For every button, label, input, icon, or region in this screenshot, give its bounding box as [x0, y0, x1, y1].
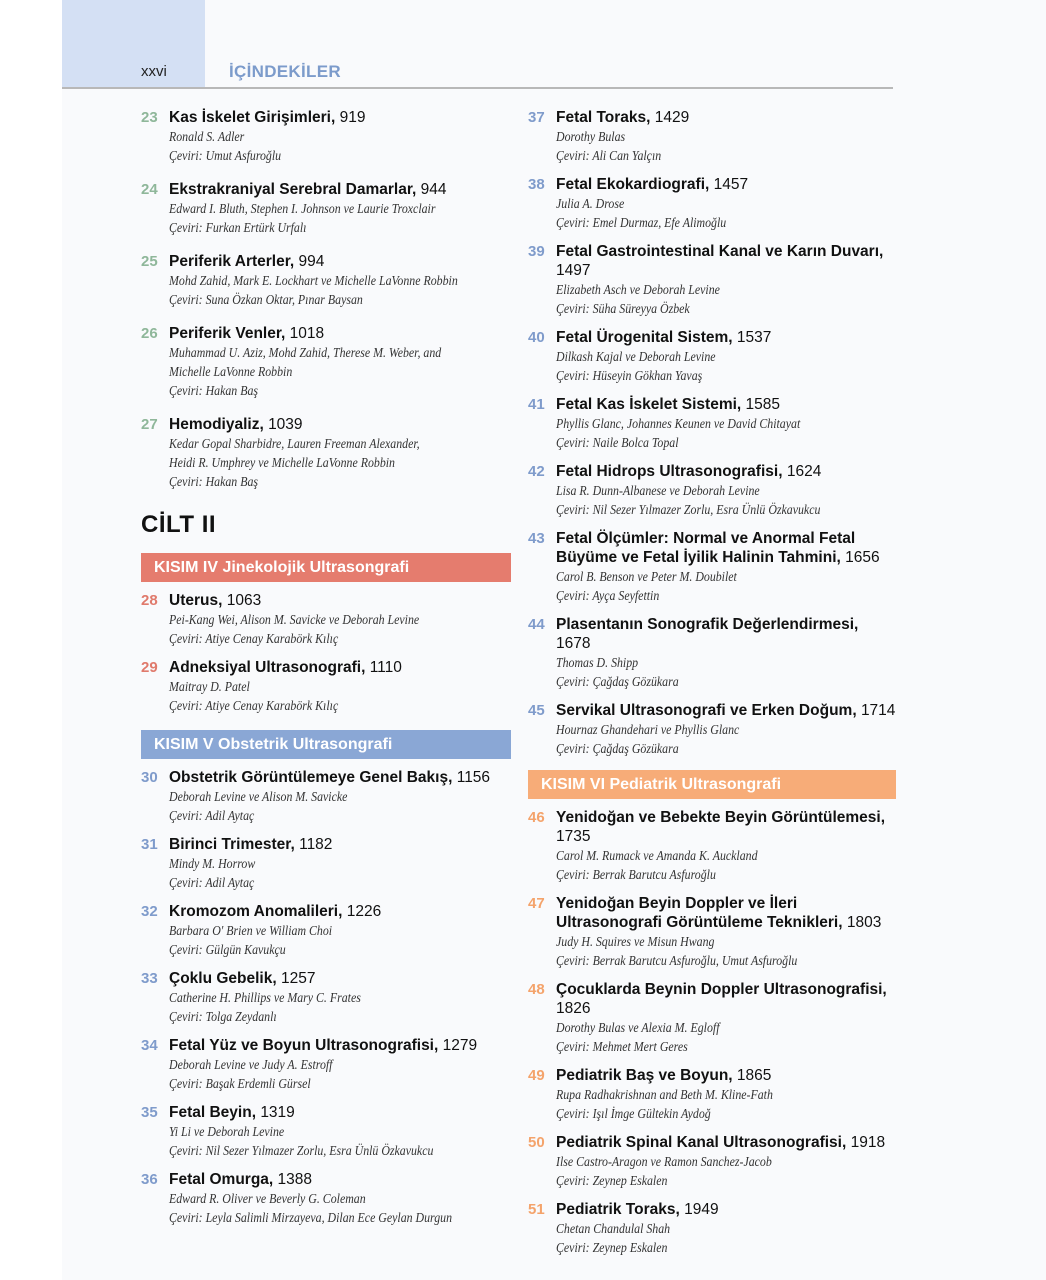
chapter-number: 26: [141, 325, 158, 342]
chapter-title: Kas İskelet Girişimleri,: [169, 109, 336, 126]
chapter-authors: Heidi R. Umphrey ve Michelle LaVonne Robbin: [169, 455, 395, 470]
chapter-page: 1714: [860, 702, 896, 719]
chapter-title: Pediatrik Baş ve Boyun,: [556, 1067, 733, 1084]
toc-entry: [528, 462, 896, 519]
chapter-title-line: [169, 252, 511, 271]
chapter-number: 41: [528, 396, 545, 413]
chapter-title-line: [556, 395, 896, 414]
chapter-number: 38: [528, 176, 545, 193]
chapter-page: 1678: [556, 635, 591, 652]
chapter-number: 45: [528, 702, 545, 719]
chapter-translator: Çeviri: Ali Can Yalçın: [556, 148, 662, 163]
chapter-number: 40: [528, 329, 545, 346]
toc-entry: [141, 902, 511, 959]
chapter-title: Fetal Toraks,: [556, 109, 651, 126]
chapter-translator: Çeviri: Hakan Baş: [169, 474, 259, 489]
chapter-page: 1279: [442, 1037, 478, 1054]
chapter-translator: Çeviri: Atiye Cenay Karabörk Kılıç: [169, 631, 339, 646]
chapter-number: 43: [528, 530, 545, 547]
chapter-title: Fetal Ürogenital Sistem,: [556, 329, 733, 346]
chapter-body: [556, 615, 896, 691]
chapter-translator: Çeviri: Adil Aytaç: [169, 875, 255, 890]
toc-entry: [528, 1200, 896, 1257]
chapter-body: [556, 980, 896, 1056]
chapter-authors: Deborah Levine ve Alison M. Savicke: [169, 789, 348, 804]
chapter-title: Pediatrik Toraks,: [556, 1201, 680, 1218]
chapter-page: 1257: [280, 970, 316, 987]
chapter-translator: Çeviri: Berrak Barutcu Asfuroğlu, Umut Asfuroğlu: [556, 953, 798, 968]
toc-entry: [528, 615, 896, 691]
chapter-number: 46: [528, 809, 545, 826]
toc-entry: [141, 591, 511, 648]
chapter-number: 23: [141, 109, 158, 126]
chapter-body: [169, 324, 511, 400]
chapter-title: Plasentanın Sonografik Değerlendirmesi,: [556, 616, 859, 633]
toc-entry: [528, 980, 896, 1056]
chapter-page: 1735: [556, 828, 591, 845]
chapter-authors: Carol M. Rumack ve Amanda K. Auckland: [556, 848, 758, 863]
chapter-body: [169, 969, 511, 1026]
chapter-number: 35: [141, 1104, 158, 1121]
chapter-translator: Çeviri: Atiye Cenay Karabörk Kılıç: [169, 698, 339, 713]
chapter-number: 36: [141, 1171, 158, 1188]
chapter-translator: Çeviri: Berrak Barutcu Asfuroğlu: [556, 867, 716, 882]
chapter-authors: Mohd Zahid, Mark E. Lockhart ve Michelle LaVonne Robbin: [169, 273, 458, 288]
chapter-title: Fetal Omurga,: [169, 1171, 274, 1188]
chapter-title-line: [169, 180, 511, 199]
chapter-page: 1226: [346, 903, 382, 920]
chapter-title: Yenidoğan ve Bebekte Beyin Görüntülemesi,: [556, 809, 886, 826]
chapter-title-line: [169, 1170, 511, 1189]
chapter-body: [556, 701, 896, 758]
chapter-translator: Çeviri: Naile Bolca Topal: [556, 435, 679, 450]
chapter-title: Kromozom Anomalileri,: [169, 903, 343, 920]
chapter-body: [169, 108, 511, 165]
chapter-title: Fetal Ekokardiografi,: [556, 176, 710, 193]
toc-entry: [141, 768, 511, 825]
chapter-body: [169, 1103, 511, 1160]
toc-entry: [141, 324, 511, 400]
chapter-title-line: [169, 1103, 511, 1122]
chapter-body: [556, 1133, 896, 1190]
chapter-page: 1497: [556, 262, 591, 279]
chapter-authors: Judy H. Squires ve Misun Hwang: [556, 934, 715, 949]
chapter-title: Yenidoğan Beyin Doppler ve İleri Ultrasonografi Görüntüleme Teknikleri,: [556, 895, 843, 931]
chapter-authors: Lisa R. Dunn-Albanese ve Deborah Levine: [556, 483, 760, 498]
chapter-title-line: [556, 529, 896, 567]
chapter-body: [169, 415, 511, 491]
toc-group-kisim-v: [141, 768, 511, 1227]
chapter-number: 33: [141, 970, 158, 987]
chapter-title: Obstetrik Görüntülemeye Genel Bakış,: [169, 769, 453, 786]
chapter-translator: Çeviri: Emel Durmaz, Efe Alimoğlu: [556, 215, 727, 230]
chapter-translator: Çeviri: Zeynep Eskalen: [556, 1240, 668, 1255]
chapter-translator: Çeviri: Nil Sezer Yılmazer Zorlu, Esra Ünlü Özkavukcu: [169, 1143, 434, 1158]
chapter-authors: Edward R. Oliver ve Beverly G. Coleman: [169, 1191, 366, 1206]
chapter-page: 1918: [850, 1134, 886, 1151]
chapter-authors: Barbara O' Brien ve William Choi: [169, 923, 333, 938]
chapter-title: Uterus,: [169, 592, 223, 609]
chapter-body: [169, 252, 511, 309]
chapter-title-line: [169, 108, 511, 127]
chapter-body: [169, 591, 511, 648]
chapter-title-line: [556, 1133, 896, 1152]
chapter-title: Periferik Venler,: [169, 325, 286, 342]
chapter-page: 994: [298, 253, 325, 270]
right-column: [528, 108, 896, 1267]
chapter-title: Çoklu Gebelik,: [169, 970, 277, 987]
toc-entry: [141, 1103, 511, 1160]
chapter-title: Hemodiyaliz,: [169, 416, 264, 433]
chapter-title-line: [556, 1200, 896, 1219]
chapter-authors: Ilse Castro-Aragon ve Ramon Sanchez-Jacob: [556, 1154, 772, 1169]
chapter-authors: Deborah Levine ve Judy A. Estroff: [169, 1057, 333, 1072]
chapter-number: 39: [528, 243, 545, 260]
chapter-number: 42: [528, 463, 545, 480]
chapter-authors: Kedar Gopal Sharbidre, Lauren Freeman Alexander,: [169, 436, 420, 451]
chapter-title-line: [556, 175, 896, 194]
chapter-page: 1585: [745, 396, 781, 413]
section-band-kisim-iv: KISIM IV Jinekolojik Ultrasongrafi: [141, 553, 511, 582]
chapter-authors: Thomas D. Shipp: [556, 655, 639, 670]
chapter-body: [556, 328, 896, 385]
chapter-page: 1018: [289, 325, 325, 342]
chapter-authors: Ronald S. Adler: [169, 129, 245, 144]
toc-entry: [528, 1133, 896, 1190]
chapter-translator: Çeviri: Ayça Seyfettin: [556, 588, 660, 603]
chapter-title: Çocuklarda Beynin Doppler Ultrasonografisi,: [556, 981, 887, 998]
chapter-translator: Çeviri: Zeynep Eskalen: [556, 1173, 668, 1188]
chapter-translator: Çeviri: Gülgün Kavukçu: [169, 942, 286, 957]
chapter-title-line: [556, 980, 896, 1018]
page-number: xxvi: [141, 63, 167, 80]
chapter-translator: Çeviri: Leyla Salimli Mirzayeva, Dilan Ece Geylan Durgun: [169, 1210, 453, 1225]
chapter-authors: Carol B. Benson ve Peter M. Doubilet: [556, 569, 737, 584]
chapter-title: Birinci Trimester,: [169, 836, 295, 853]
chapter-number: 48: [528, 981, 545, 998]
chapter-translator: Çeviri: Nil Sezer Yılmazer Zorlu, Esra Ünlü Özkavukcu: [556, 502, 821, 517]
section-band-kisim-vi: KISIM VI Pediatrik Ultrasongrafi: [528, 770, 896, 799]
chapter-translator: Çeviri: Çağdaş Gözükara: [556, 741, 679, 756]
chapter-page: 1656: [845, 549, 880, 566]
toc-entry: [528, 395, 896, 452]
chapter-title: Pediatrik Spinal Kanal Ultrasonografisi,: [556, 1134, 847, 1151]
chapter-page: 1110: [369, 659, 402, 676]
chapter-title: Periferik Arterler,: [169, 253, 295, 270]
toc-entry: [528, 242, 896, 318]
chapter-title-line: [556, 242, 896, 280]
chapter-page: 1039: [268, 416, 303, 433]
toc-entry: [528, 1066, 896, 1123]
toc-entry: [528, 175, 896, 232]
chapter-title: Fetal Hidrops Ultrasonografisi,: [556, 463, 783, 480]
chapter-body: [169, 1170, 511, 1227]
chapter-translator: Çeviri: Adil Aytaç: [169, 808, 255, 823]
chapter-page: 1826: [556, 1000, 591, 1017]
chapter-number: 51: [528, 1201, 545, 1218]
chapter-authors: Mindy M. Horrow: [169, 856, 256, 871]
chapter-page: 1063: [226, 592, 262, 609]
toc-entry: [141, 108, 511, 165]
chapter-translator: Çeviri: Suna Özkan Oktar, Pınar Baysan: [169, 292, 363, 307]
toc-entry: [141, 1036, 511, 1093]
toc-entry: [141, 1170, 511, 1227]
chapter-translator: Çeviri: Başak Erdemli Gürsel: [169, 1076, 311, 1091]
chapter-translator: Çeviri: Umut Asfuroğlu: [169, 148, 282, 163]
chapter-number: 28: [141, 592, 158, 609]
chapter-body: [169, 768, 511, 825]
toc-entry: [141, 969, 511, 1026]
header-tab: [62, 0, 205, 88]
chapter-number: 47: [528, 895, 545, 912]
section-band-kisim-v: KISIM V Obstetrik Ultrasongrafi: [141, 730, 511, 759]
chapter-title-line: [169, 1036, 511, 1055]
chapter-authors: Yi Li ve Deborah Levine: [169, 1124, 285, 1139]
chapter-page: 1803: [846, 914, 882, 931]
chapter-translator: Çeviri: Mehmet Mert Geres: [556, 1039, 688, 1054]
chapter-page: 1319: [260, 1104, 295, 1121]
chapter-page: 1429: [654, 109, 690, 126]
chapter-authors: Catherine H. Phillips ve Mary C. Frates: [169, 990, 361, 1005]
chapter-title: Fetal Kas İskelet Sistemi,: [556, 396, 742, 413]
chapter-page: 1949: [684, 1201, 719, 1218]
chapter-body: [556, 529, 896, 605]
chapter-page: 944: [420, 181, 447, 198]
chapter-page: 1624: [786, 463, 822, 480]
toc-entry: [141, 180, 511, 237]
chapter-authors: Chetan Chandulal Shah: [556, 1221, 671, 1236]
chapter-authors: Dorothy Bulas: [556, 129, 626, 144]
chapter-page: 1182: [299, 836, 333, 853]
chapter-title-line: [556, 701, 896, 720]
toc-entry: [528, 529, 896, 605]
chapter-body: [169, 902, 511, 959]
chapter-translator: Çeviri: Işıl İmge Gültekin Aydoğ: [556, 1106, 711, 1121]
chapter-title: Servikal Ultrasonografi ve Erken Doğum,: [556, 702, 857, 719]
chapter-title-line: [556, 108, 896, 127]
chapter-authors: Dorothy Bulas ve Alexia M. Egloff: [556, 1020, 720, 1035]
chapter-title: Fetal Yüz ve Boyun Ultrasonografisi,: [169, 1037, 439, 1054]
chapter-title-line: [556, 462, 896, 481]
chapter-number: 24: [141, 181, 158, 198]
chapter-body: [169, 1036, 511, 1093]
toc-entry: [528, 808, 896, 884]
toc-entry: [528, 108, 896, 165]
chapter-title-line: [169, 658, 511, 677]
chapter-authors: Julia A. Drose: [556, 196, 625, 211]
toc-entry: [528, 328, 896, 385]
chapter-body: [556, 1200, 896, 1257]
toc-entry: [528, 894, 896, 970]
chapter-title-line: [169, 969, 511, 988]
chapter-title: Adneksiyal Ultrasonografi,: [169, 659, 366, 676]
chapter-title-line: [556, 894, 896, 932]
toc-entry: [141, 658, 511, 715]
chapter-number: 49: [528, 1067, 545, 1084]
toc-entry: [141, 835, 511, 892]
toc-entry: [141, 252, 511, 309]
chapter-title: Fetal Ölçümler: Normal ve Anormal Fetal Büyüme ve Fetal İyilik Halinin Tahmini,: [556, 530, 856, 566]
chapter-body: [169, 180, 511, 237]
chapter-number: 27: [141, 416, 158, 433]
chapter-translator: Çeviri: Hüseyin Gökhan Yavaş: [556, 368, 703, 383]
chapter-page: 1156: [456, 769, 491, 786]
chapter-number: 50: [528, 1134, 545, 1151]
chapter-translator: Çeviri: Furkan Ertürk Urfalı: [169, 220, 307, 235]
chapter-authors: Phyllis Glanc, Johannes Keunen ve David Chitayat: [556, 416, 801, 431]
volume-heading: CİLT II: [141, 511, 217, 538]
chapter-title: Ekstrakraniyal Serebral Damarlar,: [169, 181, 417, 198]
chapter-page: 1537: [736, 329, 772, 346]
chapter-body: [556, 242, 896, 318]
chapter-translator: Çeviri: Hakan Baş: [169, 383, 259, 398]
chapter-number: 32: [141, 903, 158, 920]
chapter-body: [556, 808, 896, 884]
chapter-body: [556, 175, 896, 232]
chapter-authors: Edward I. Bluth, Stephen I. Johnson ve Laurie Troxclair: [169, 201, 436, 216]
page-title: İÇİNDEKİLER: [229, 62, 341, 81]
chapter-authors: Rupa Radhakrishnan and Beth M. Kline-Fath: [556, 1087, 773, 1102]
chapter-authors: Pei-Kang Wei, Alison M. Savicke ve Deborah Levine: [169, 612, 420, 627]
toc-group-kisim-iv: [141, 591, 511, 715]
chapter-authors: Michelle LaVonne Robbin: [169, 364, 293, 379]
chapter-body: [556, 1066, 896, 1123]
chapter-body: [556, 108, 896, 165]
toc-group-left-top: [141, 108, 511, 491]
chapter-page: 919: [339, 109, 366, 126]
chapter-authors: Muhammad U. Aziz, Mohd Zahid, Therese M. Weber, and: [169, 345, 442, 360]
chapter-number: 30: [141, 769, 158, 786]
chapter-page: 1457: [713, 176, 749, 193]
chapter-page: 1865: [736, 1067, 772, 1084]
chapter-authors: Maitray D. Patel: [169, 679, 250, 694]
left-column: [141, 108, 511, 1237]
toc-group-kisim-vi: [528, 808, 896, 1257]
chapter-title-line: [169, 902, 511, 921]
chapter-body: [169, 835, 511, 892]
chapter-body: [169, 658, 511, 715]
chapter-number: 25: [141, 253, 158, 270]
chapter-authors: Elizabeth Asch ve Deborah Levine: [556, 282, 720, 297]
header-rule: [62, 87, 893, 89]
chapter-title-line: [169, 835, 511, 854]
toc-entry: [141, 415, 511, 491]
chapter-title-line: [169, 415, 511, 434]
chapter-title: Fetal Beyin,: [169, 1104, 256, 1121]
chapter-title-line: [556, 615, 896, 653]
toc-group-right-top: [528, 108, 896, 758]
chapter-number: 34: [141, 1037, 158, 1054]
chapter-number: 29: [141, 659, 158, 676]
chapter-authors: Hournaz Ghandehari ve Phyllis Glanc: [556, 722, 740, 737]
chapter-title-line: [169, 324, 511, 343]
chapter-title-line: [169, 768, 511, 787]
chapter-title: Fetal Gastrointestinal Kanal ve Karın Duvarı,: [556, 243, 884, 260]
chapter-number: 37: [528, 109, 545, 126]
chapter-number: 31: [141, 836, 158, 853]
chapter-translator: Çeviri: Tolga Zeydanlı: [169, 1009, 277, 1024]
chapter-body: [556, 894, 896, 970]
chapter-page: 1388: [277, 1171, 313, 1188]
chapter-body: [556, 462, 896, 519]
chapter-title-line: [556, 328, 896, 347]
chapter-title-line: [556, 1066, 896, 1085]
chapter-translator: Çeviri: Çağdaş Gözükara: [556, 674, 679, 689]
chapter-title-line: [556, 808, 896, 846]
chapter-number: 44: [528, 616, 545, 633]
chapter-authors: Dilkash Kajal ve Deborah Levine: [556, 349, 716, 364]
chapter-body: [556, 395, 896, 452]
toc-entry: [528, 701, 896, 758]
chapter-translator: Çeviri: Süha Süreyya Özbek: [556, 301, 690, 316]
chapter-title-line: [169, 591, 511, 610]
